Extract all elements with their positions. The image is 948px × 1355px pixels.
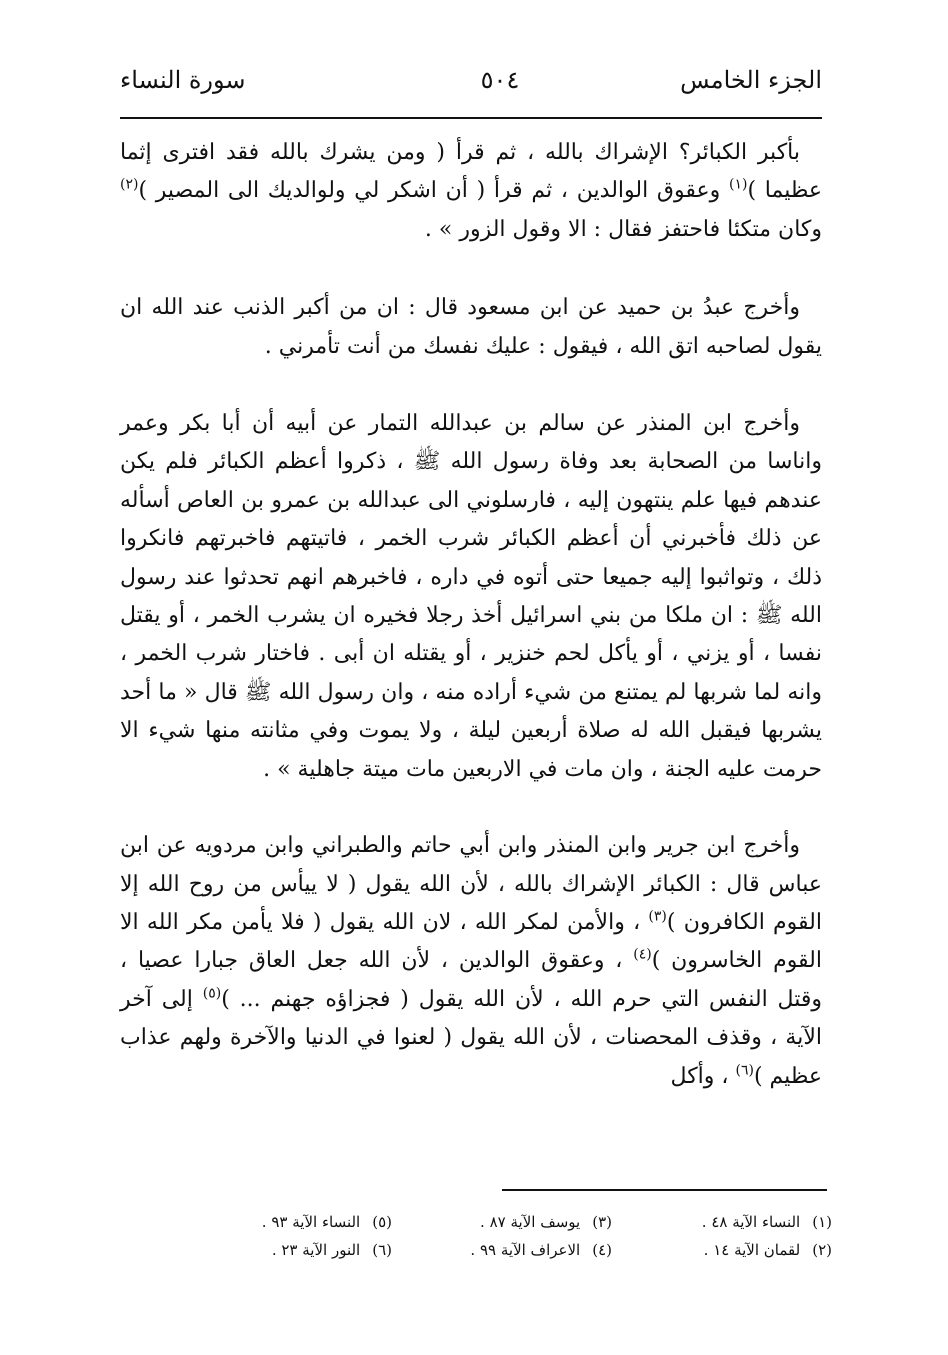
footnote: (٥)النساء الآية ٩٣ . <box>261 1213 392 1231</box>
page-header <box>120 62 822 102</box>
footnote: (٦)النور الآية ٢٣ . <box>271 1241 392 1259</box>
footnote: (٢)لقمان الآية ١٤ . <box>703 1241 832 1259</box>
footnote-divider <box>502 1189 827 1191</box>
surah-title: سورة النساء <box>120 66 246 94</box>
paragraph: وأخرج ابن المنذر عن سالم بن عبدالله التمار عن أبيه أن أبا بكر وعمر واناسا من الصحابة بعد وفاة رسول الله ﷺ ، ذكروا أعظم الكبائر فلم يكن عندهم فيها علم ينتهون إليه ، فارسلوني الى عبدالله بن عمرو بن العاص أسأله عن ذلك فأخبرني أن أعظم الكبائر شرب الخمر ، فاتيتهم فاخبرتهم فانكروا ذلك ، وتواثبوا إليه جميعا حتى أتوه في داره ، فاخبرهم انهم تحدثوا عند رسول الله ﷺ : ان ملكا من بني اسرائيل أخذ رجلا فخيره ان يشرب الخمر ، أو يقتل نفسا ، أو يزني ، أو يأكل لحم خنزير ، أو يقتله ان أبى . فاختار شرب الخمر ، وانه لما شربها لم يمتنع من شيء أراده منه ، وان رسول الله ﷺ قال « ما أحد يشربها فيقبل الله له صلاة أربعين ليلة ، ولا يموت وفي مثانته منها شيء الا حرمت عليه الجنة ، وان مات في الاربعين مات ميتة جاهلية » . <box>120 411 822 782</box>
footnote-ref: (٤) <box>633 946 652 963</box>
page-number: ٥٠٤ <box>480 66 520 94</box>
footnote-ref: (٦) <box>735 1062 754 1079</box>
footnote: (١)النساء الآية ٤٨ . <box>701 1213 832 1231</box>
paragraph: وأخرج عبدُ بن حميد عن ابن مسعود قال : ان من أكبر الذنب عند الله ان يقول لصاحبه اتق الله ، فيقول : عليك نفسك من أنت تأمرني . <box>120 295 822 359</box>
main-text <box>120 134 822 1096</box>
paragraph: وأخرج ابن جرير وابن المنذر وابن أبي حاتم والطبراني وابن مردويه عن ابن عباس قال : الكبائر الإشراك بالله ، لأن الله يقول ( لا ييأس من روح الله إلا القوم الكافرون )$^{(٣)}$ ، والأمن لمكر الله ، لان الله يقول ( فلا يأمن مكر الله الا القوم الخاسرون )$^{(٤)}$ ، وعقوق الوالدين ، لأن الله جعل العاق جبارا عصيا ، وقتل النفس التي حرم الله ، لأن الله يقول ( فجزاؤه جهنم ... )$^{(٥)}$ إلى آخر الآية ، وقذف المحصنات ، لأن الله يقول ( لعنوا في الدنيا والآخرة ولهم عذاب عظيم )$^{(٦)}$ ، وأكل <box>120 833 822 1089</box>
footnote: (٤)الاعراف الآية ٩٩ . <box>470 1241 612 1259</box>
paragraph: بأكبر الكبائر؟ الإشراك بالله ، ثم قرأ ( ومن يشرك بالله فقد افترى إثما عظيما )$^{(١)}$ وعقوق الوالدين ، ثم قرأ ( أن اشكر لي ولوالديك الى المصير )$^{(٢)}$ وكان متكئا فاحتفز فقال : الا وقول الزور » . <box>120 140 823 242</box>
part-title: الجزء الخامس <box>680 66 822 94</box>
footnote-ref: (٥) <box>202 985 222 1002</box>
footnotes <box>200 1211 832 1271</box>
footnote-ref: (٢) <box>120 177 139 194</box>
footnote: (٣)يوسف الآية ٨٧ . <box>480 1213 612 1231</box>
footnote-ref: (١) <box>728 177 748 194</box>
footnote-ref: (٣) <box>648 908 667 925</box>
header-divider <box>120 117 822 119</box>
